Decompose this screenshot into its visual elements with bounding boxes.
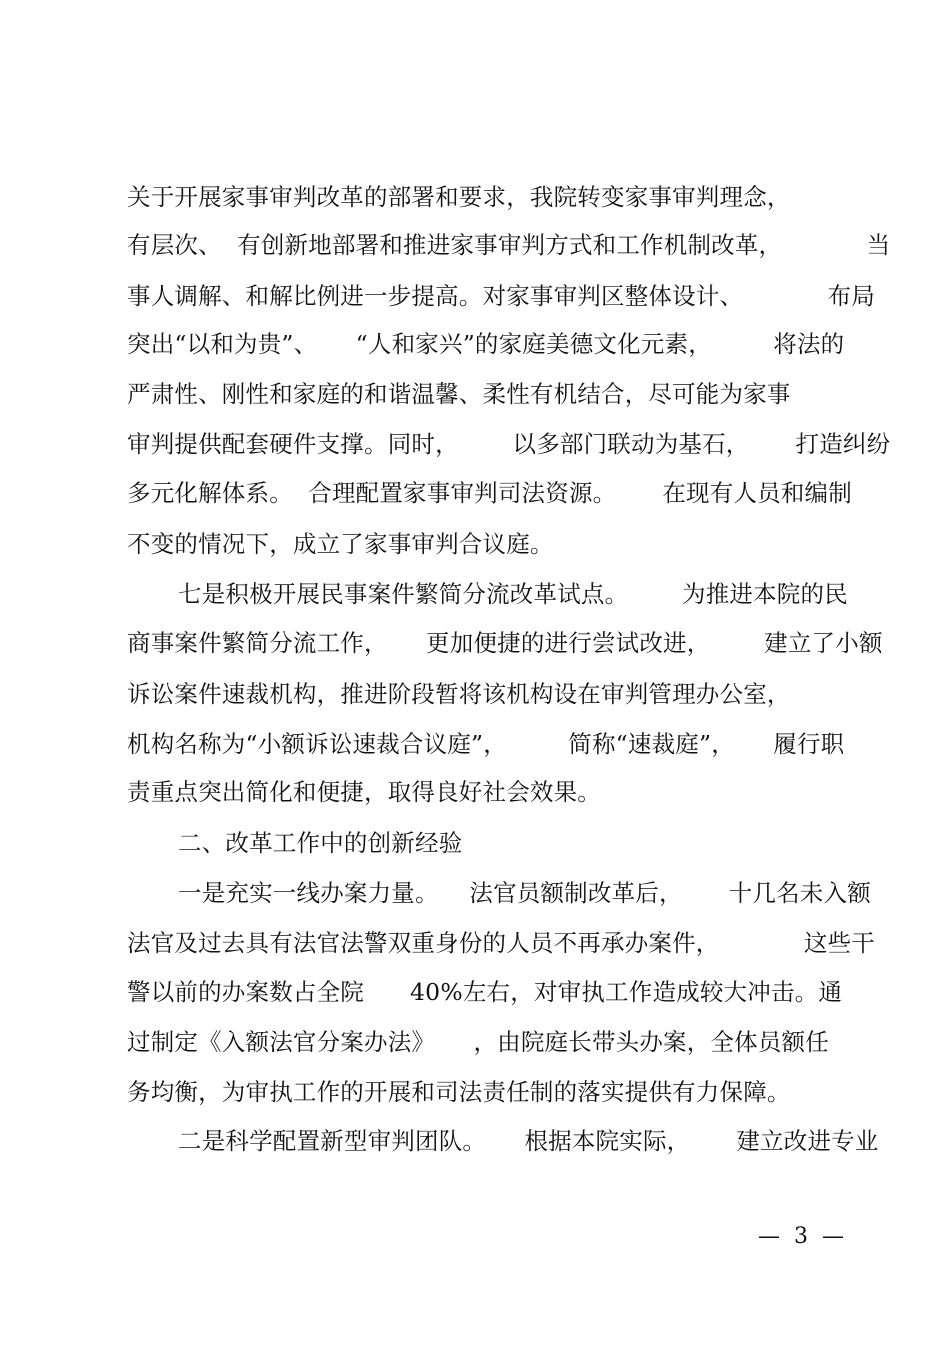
body-text-line: 法官及过去具有法官法警双重身份的人员不再承办案件， 这些干	[127, 929, 875, 957]
body-text-line: 不变的情况下，成立了家事审判合议庭。	[127, 530, 554, 558]
paragraph-start-line: 七是积极开展民事案件繁简分流改革试点。 为推进本院的民	[178, 580, 848, 608]
body-text-line: 过制定《入额法官分案办法》 ，由院庭长带头办案，全体员额任	[127, 1028, 829, 1056]
body-text-line: 务均衡，为审执工作的开展和司法责任制的落实提供有力保障。	[127, 1078, 791, 1106]
page-number: — 3 —	[758, 1224, 844, 1249]
body-text-line: 事人调解、和解比例进一步提高。对家事审判区整体设计、 布局	[127, 282, 875, 310]
body-text-line: 警以前的办案数占全院 40%左右，对审执工作造成较大冲击。通	[127, 978, 843, 1006]
body-text-line: 有层次、 有创新地部署和推进家事审判方式和工作机制改革， 当	[127, 231, 891, 259]
body-text-line: 多元化解体系。 合理配置家事审判司法资源。 在现有人员和编制	[127, 479, 852, 507]
section-heading: 二、改革工作中的创新经验	[178, 829, 463, 857]
paragraph-start-line: 二是科学配置新型审判团队。 根据本院实际， 建立改进专业	[178, 1127, 879, 1155]
body-text-line: 诉讼案件速裁机构，推进阶段暂将该机构设在审判管理办公室，	[127, 680, 791, 708]
body-text-line: 关于开展家事审判改革的部署和要求，我院转变家事审判理念，	[127, 183, 791, 211]
body-text-line: 突出“以和为贵”、 “人和家兴”的家庭美德文化元素， 将法的	[127, 330, 845, 358]
body-text-line: 责重点突出简化和便捷，取得良好社会效果。	[127, 778, 601, 806]
body-text-line: 审判提供配套硬件支撑。同时， 以多部门联动为基石， 打造纠纷	[127, 430, 891, 458]
paragraph-start-line: 一是充实一线办案力量。 法官员额制改革后， 十几名未入额	[178, 879, 871, 907]
body-text-line: 严肃性、刚性和家庭的和谐温馨、柔性有机结合，尽可能为家事	[127, 380, 791, 408]
body-text-line: 商事案件繁简分流工作， 更加便捷的进行尝试改进， 建立了小额	[127, 629, 883, 657]
body-text-line: 机构名称为“小额诉讼速裁合议庭”， 简称“速裁庭”， 履行职	[127, 730, 845, 758]
